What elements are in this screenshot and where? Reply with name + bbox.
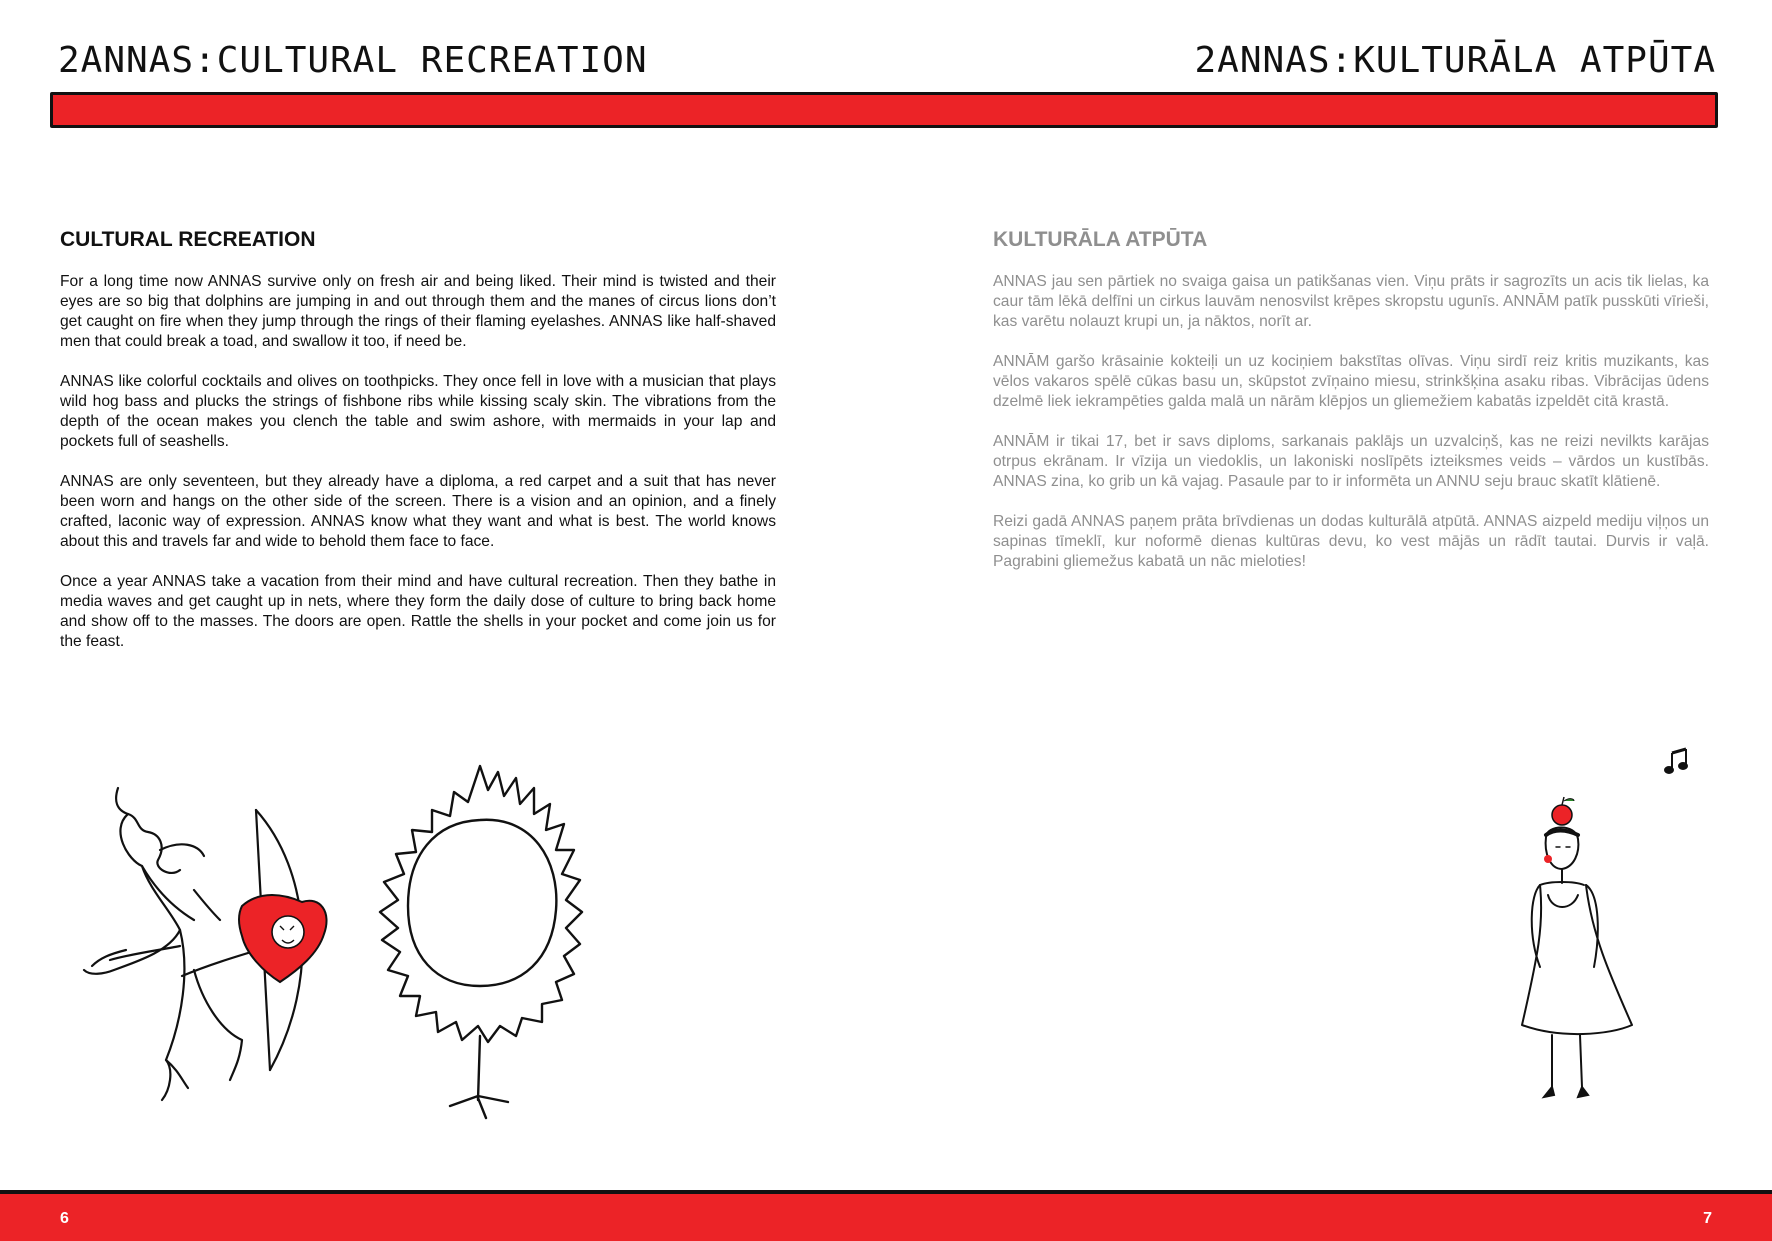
english-paragraph-2: ANNAS like colorful cocktails and olives on toothpicks. They once fell in love with a musician that plays wild hog bass and plucks the strings of fishbone ribs while kissing scaly skin. The vibrations from the depth of the ocean makes you clench the table and swim ashore, with mermaids in your lap and pockets full of seashells. — [60, 373, 776, 450]
latvian-heading: KULTURĀLA ATPŪTA — [993, 228, 1208, 251]
footer-red-bar — [0, 1190, 1772, 1241]
header-red-bar — [50, 92, 1718, 128]
page-number-right: 7 — [1703, 1210, 1712, 1227]
archer-creature-illustration — [70, 770, 350, 1140]
english-paragraph-4: Once a year ANNAS take a vacation from their mind and have cultural recreation. Then they bathe in media waves and get caught up in nets, where they form the daily dose of culture to bring back home and show off to the masses. The doors are open. Rattle the shells in your pocket and come join us for the feast. — [60, 573, 776, 650]
english-paragraph-1: For a long time now ANNAS survive only on fresh air and being liked. Their mind is twisted and their eyes are so big that dolphins are jumping in and out through them and the manes of circus lions don’t get caught on fire when they jump through the rings of their flaming eyelashes. ANNAS like half-shaved men that could break a toad, and swallow it too, if need be. — [60, 273, 776, 350]
page-number-left: 6 — [60, 1210, 69, 1227]
music-note-icon — [1665, 749, 1687, 773]
woman-with-apple-illustration — [1500, 735, 1700, 1115]
english-paragraph-3: ANNAS are only seventeen, but they already have a diploma, a red carpet and a suit that has never been worn and hangs on the other side of the screen. There is a vision and an opinion, and a finely crafted, laconic way of expression. ANNAS know what they want and what is best. The world knows about this and travels far and wide to behold them face to face. — [60, 473, 776, 550]
left-page-title: 2ANNAS:CULTURAL RECREATION — [58, 40, 648, 81]
latvian-column — [993, 228, 1709, 592]
lion-heart — [239, 895, 327, 982]
english-column — [60, 228, 776, 672]
right-page-title: 2ANNAS:KULTURĀLA ATPŪTA — [1194, 40, 1716, 81]
english-heading: CULTURAL RECREATION — [60, 228, 316, 251]
latvian-paragraph-1: ANNAS jau sen pārtiek no svaiga gaisa un patikšanas vien. Viņu prāts ir sagrozīts un acis tik lielas, ka caur tām lēkā delfīni un cirkus lauvām nenosvilst krēpes skropstu ugunīs. ANNĀM patīk pusskūti vīrieši, kas varētu nolauzt krupi un, ja nāktos, norīt ar. — [993, 273, 1709, 330]
flaming-ring-illustration — [362, 760, 602, 1130]
latvian-paragraph-2: ANNĀM garšo krāsainie kokteiļi un uz kociņiem bakstītas olīvas. Viņu sirdī reiz kritis muzikants, kas vēlos vakaros spēlē cūkas basu un, skūpstot zvīņaino miesu, strinkšķina asaku ribas. Vibrācijas ūdens dzelmē liek iekrampēties galda malā un nārām klēpjos un gliemežiem kabatās izpeldēt citā krastā. — [993, 353, 1709, 410]
latvian-paragraph-4: Reizi gadā ANNAS paņem prāta brīvdienas un dodas kulturālā atpūtā. ANNAS aizpeld mediju viļņos un sapinas tīmeklī, kur noformē dienas kultūras devu, ko vest mājās un rādīt tautai. Durvis ir vaļā. Pagrabini gliemežus kabatā un nāc mieloties! — [993, 513, 1709, 570]
latvian-paragraph-3: ANNĀM ir tikai 17, bet ir savs diploms, sarkanais paklājs un uzvalciņš, kas ne reizi nevilkts karājas otrpus ekrānam. Ir vīzija un viedoklis, un lakoniski noslīpēts izteiksmes veids – vārdos un kustībās. ANNAS zina, ko grib un kā vajag. Pasaule par to ir informēta un ANNU seju brauc skatīt klātienē. — [993, 433, 1709, 490]
apple-icon — [1552, 797, 1574, 825]
